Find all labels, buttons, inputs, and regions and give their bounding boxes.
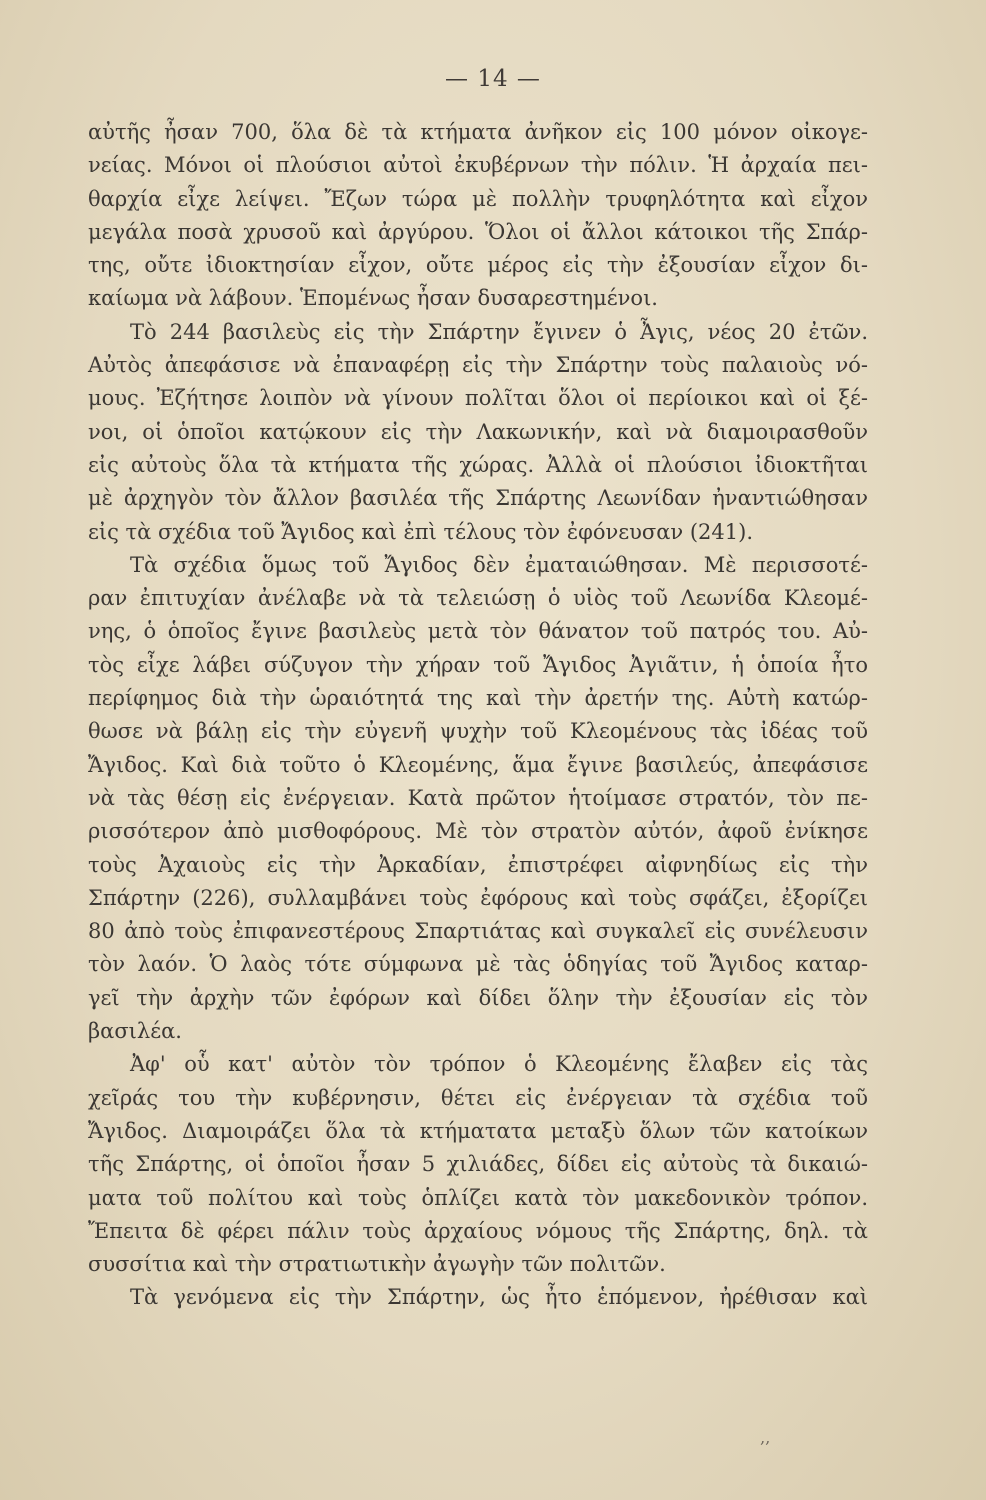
text-line: τὸς εἶχε λάβει σύζυγον τὴν χήραν τοῦ Ἄγιδος Ἀγιᾶτιν, ἡ ὁποία ἦτο bbox=[88, 652, 868, 677]
text-line: Αὐτὸς ἀπεφάσισε νὰ ἐπαναφέρῃ εἰς τὴν Σπάρτην τοὺς παλαιοὺς νό- bbox=[88, 353, 868, 378]
text-line: Ἔπειτα δὲ φέρει πάλιν τοὺς ἀρχαίους νόμους τῆς Σπάρτης, δηλ. τὰ bbox=[88, 1218, 868, 1243]
page-number: — 14 — bbox=[445, 66, 541, 92]
text-line: τῆς Σπάρτης, οἱ ὁποῖοι ἦσαν 5 χιλιάδες, δίδει εἰς αὐτοὺς τὰ δικαιώ- bbox=[88, 1152, 868, 1177]
text-line: συσσίτια καὶ τὴν στρατιωτικὴν ἀγωγὴν τῶν πολιτῶν. bbox=[88, 1252, 666, 1277]
text-line: περίφημος διὰ τὴν ὡραιότητά της καὶ τὴν ἀρετήν της. Αὐτὴ κατώρ- bbox=[88, 686, 868, 711]
text-line: ματα τοῦ πολίτου καὶ τοὺς ὁπλίζει κατὰ τὸν μακεδονικὸν τρόπον. bbox=[88, 1185, 868, 1210]
text-line: νης, ὁ ὁποῖος ἔγινε βασιλεὺς μετὰ τὸν θάνατον τοῦ πατρός του. Αὐ- bbox=[88, 619, 868, 644]
text-line: βασιλέα. bbox=[88, 1019, 182, 1044]
text-line: ρισσότερον ἀπὸ μισθοφόρους. Μὲ τὸν στρατὸν αὐτόν, ἀφοῦ ἐνίκησε bbox=[88, 819, 868, 844]
text-line: μὲ ἀρχηγὸν τὸν ἄλλον βασιλέα τῆς Σπάρτης Λεωνίδαν ἠναντιώθησαν bbox=[88, 486, 868, 511]
text-line: χεῖράς του τὴν κυβέρνησιν, θέτει εἰς ἐνέργειαν τὰ σχέδια τοῦ bbox=[88, 1085, 868, 1110]
text-line: Ἄγιδος. Διαμοιράζει ὅλα τὰ κτήματατα μεταξὺ ὅλων τῶν κατοίκων bbox=[88, 1118, 868, 1143]
text-line: Τὸ 244 βασιλεὺς εἰς τὴν Σπάρτην ἔγινεν ὁ Ἆγις, νέος 20 ἐτῶν. bbox=[130, 319, 868, 344]
text-line: Ἄγιδος. Καὶ διὰ τοῦτο ὁ Κλεομένης, ἅμα ἔγινε βασιλεύς, ἀπεφάσισε bbox=[88, 752, 868, 777]
text-line: Τὰ σχέδια ὅμως τοῦ Ἄγιδος δὲν ἐματαιώθησαν. Μὲ περισσοτέ- bbox=[130, 552, 868, 577]
body-text bbox=[88, 116, 868, 1315]
text-line: Ἀφ' οὗ κατ' αὐτὸν τὸν τρόπον ὁ Κλεομένης ἔλαβεν εἰς τὰς bbox=[130, 1052, 868, 1077]
text-line: γεῖ τὴν ἀρχὴν τῶν ἐφόρων καὶ δίδει ὅλην τὴν ἐξουσίαν εἰς τὸν bbox=[88, 985, 868, 1010]
text-line: Τὰ γενόμενα εἰς τὴν Σπάρτην, ὡς ἦτο ἑπόμενον, ἠρέθισαν καὶ bbox=[130, 1285, 868, 1310]
text-line: καίωμα νὰ λάβουν. Ἑπομένως ἦσαν δυσαρεστημένοι. bbox=[88, 286, 658, 311]
text-line: εἰς τὰ σχέδια τοῦ Ἄγιδος καὶ ἐπὶ τέλους τὸν ἐφόνευσαν (241). bbox=[88, 519, 753, 544]
text-line: εἰς αὐτοὺς ὅλα τὰ κτήματα τῆς χώρας. Ἀλλὰ οἱ πλούσιοι ἰδιοκτῆται bbox=[88, 452, 868, 477]
text-line: τὸν λαόν. Ὁ λαὸς τότε σύμφωνα μὲ τὰς ὁδηγίας τοῦ Ἄγιδος καταρ- bbox=[88, 952, 868, 977]
text-line: Σπάρτην (226), συλλαμβάνει τοὺς ἐφόρους καὶ τοὺς σφάζει, ἐξορίζει bbox=[88, 885, 868, 910]
text-line: ραν ἐπιτυχίαν ἀνέλαβε νὰ τὰ τελειώσῃ ὁ υἱὸς τοῦ Λεωνίδα Κλεομέ- bbox=[88, 586, 868, 611]
text-line: 80 ἀπὸ τοὺς ἐπιφανεστέρους Σπαρτιάτας καὶ συγκαλεῖ εἰς συνέλευσιν bbox=[88, 919, 868, 944]
text-line: θωσε νὰ βάλῃ εἰς τὴν εὐγενῆ ψυχὴν τοῦ Κλεομένους τὰς ἰδέας τοῦ bbox=[88, 719, 868, 744]
text-line: θαρχία εἶχε λείψει. Ἔζων τώρα μὲ πολλὴν τρυφηλότητα καὶ εἶχον bbox=[88, 186, 868, 211]
text-line: αὐτῆς ἦσαν 700, ὅλα δὲ τὰ κτήματα ἀνῆκον εἰς 100 μόνον οἰκογε- bbox=[88, 120, 868, 144]
text-line: μους. Ἐζήτησε λοιπὸν νὰ γίνουν πολῖται ὅλοι οἱ περίοικοι καὶ οἱ ξέ- bbox=[88, 386, 868, 411]
text-line: νοι, οἱ ὁποῖοι κατῴκουν εἰς τὴν Λακωνικήν, καὶ νὰ διαμοιρασθοῦν bbox=[88, 419, 868, 444]
text-line: της, οὔτε ἰδιοκτησίαν εἶχον, οὔτε μέρος εἰς τὴν ἐξουσίαν εἶχον δι- bbox=[88, 253, 868, 278]
text-line: νὰ τὰς θέσῃ εἰς ἐνέργειαν. Κατὰ πρῶτον ἡτοίμασε στρατόν, τὸν πε- bbox=[88, 785, 868, 810]
text-line: τοὺς Ἀχαιοὺς εἰς τὴν Ἀρκαδίαν, ἐπιστρέφει αἰφνηδίως εἰς τὴν bbox=[88, 852, 868, 877]
text-line: νείας. Μόνοι οἱ πλούσιοι αὐτοὶ ἐκυβέρνων τὴν πόλιν. Ἡ ἀρχαία πει- bbox=[88, 153, 868, 178]
ink-mark: ‚‚ bbox=[760, 1428, 771, 1447]
text-line: μεγάλα ποσὰ χρυσοῦ καὶ ἀργύρου. Ὅλοι οἱ ἄλλοι κάτοικοι τῆς Σπάρ- bbox=[88, 219, 868, 244]
